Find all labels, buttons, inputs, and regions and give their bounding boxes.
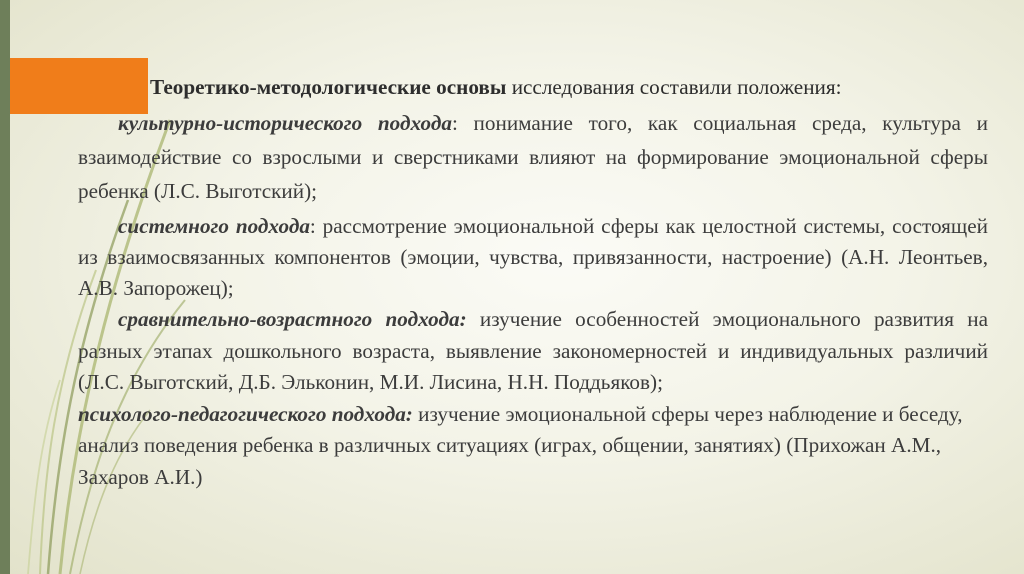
item-term: психолого-педагогического подхода:: [78, 401, 413, 426]
heading-bold: Теоретико-методологические основы: [150, 75, 507, 99]
list-item-comparative-age: [78, 304, 988, 399]
list-item-cultural-historical: [78, 106, 988, 208]
item-text: изучение особенностей эмоционального развития на разных этапах дошкольного возраста, выявление закономерностей и индивидуальных различий (Л.С. Выготский, Д.Б. Эльконин, М.И. Лисина, Н.Н. Поддьяков);: [78, 307, 988, 394]
item-text: : понимание того, как социальная среда, культура и взаимодействие со взрослыми и сверстниками влияют на формирование эмоциональной сферы ребенка (Л.С. Выготский);: [78, 111, 988, 203]
list-item-psych-pedagogical: [78, 399, 988, 494]
item-text: : рассмотрение эмоциональной сферы как целостной системы, состоящей из взаимосвязанных компонентов (эмоции, чувства, привязанности, настроение) (А.Н. Леонтьев, А.В. Запорожец);: [78, 214, 988, 300]
list-item-systemic: [78, 211, 988, 304]
item-term: сравнительно-возрастного подхода:: [118, 307, 467, 331]
item-term: культурно-исторического подхода: [118, 111, 452, 135]
slide-body: [78, 70, 988, 493]
heading-rest: исследования составили положения:: [506, 75, 842, 99]
slide-heading: [150, 70, 988, 104]
item-text: изучение эмоциональной сферы через наблюдение и беседу, анализ поведения ребенка в различных ситуациях (играх, общении, занятиях) (Прихожан А.М., Захаров А.И.): [78, 401, 963, 489]
item-term: системного подхода: [118, 214, 310, 238]
